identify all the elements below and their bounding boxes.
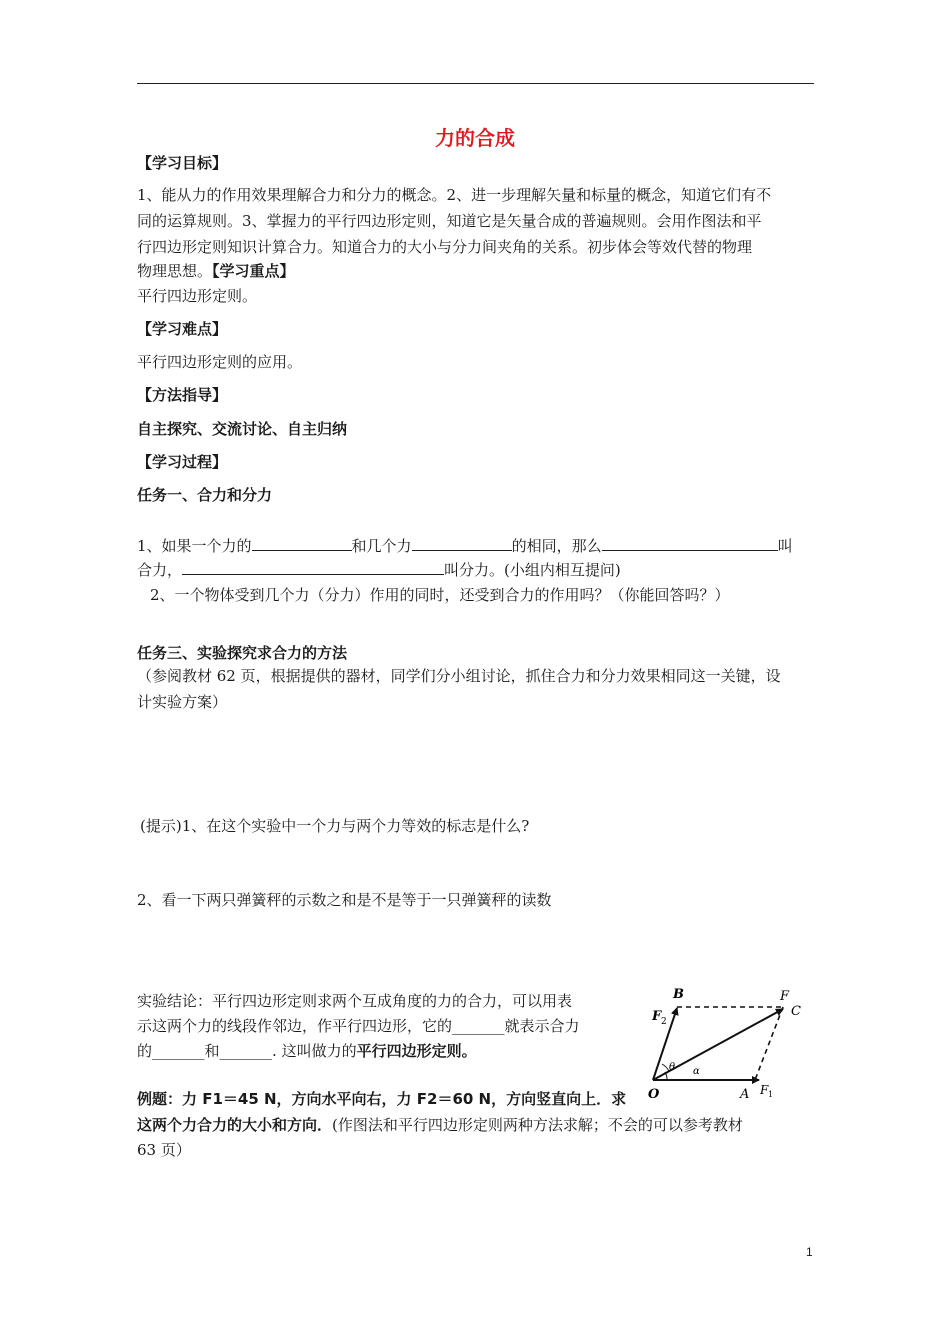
label-a: A bbox=[740, 1087, 750, 1102]
example-line-2 bbox=[137, 1112, 743, 1138]
fill-blank-2[interactable] bbox=[412, 534, 512, 551]
example-line-3: 63 页） bbox=[137, 1141, 191, 1159]
label-f: F bbox=[780, 989, 790, 1004]
example-text-normal: (作图法和平行四边形定则两种方法求解；不会的可以参考教材 bbox=[332, 1116, 743, 1134]
q1-text-c: 的相同，那么 bbox=[511, 537, 602, 555]
q1-text-a: 1、如果一个力的 bbox=[137, 537, 252, 555]
label-f2-subscript: 2 bbox=[661, 1017, 667, 1027]
fill-blank-4[interactable] bbox=[182, 558, 444, 575]
goals-line-4-text: 物理思想。 bbox=[137, 262, 213, 280]
task3-hint-1: (提示)1、在这个实验中一个力与两个力等效的标志是什么? bbox=[140, 817, 530, 835]
conclusion-blank-2[interactable]: _______ bbox=[152, 1042, 205, 1060]
heading-key: 【学习重点】 bbox=[212, 262, 295, 280]
conclusion-blank-3[interactable]: _______ bbox=[219, 1042, 273, 1060]
label-theta: θ bbox=[669, 1062, 676, 1073]
example-line-1: 例题：力 F1＝45 N，方向水平向右，力 F2＝60 N，方向竖直向上．求 bbox=[137, 1090, 627, 1108]
example-text-bold: 这两个力合力的大小和方向． bbox=[137, 1116, 333, 1134]
task1-q1-line2 bbox=[137, 557, 621, 583]
heading-process: 【学习过程】 bbox=[137, 453, 228, 471]
task1-q2: 2、一个物体受到几个力（分力）作用的同时，还受到合力的作用吗？（你能回答吗？） bbox=[150, 586, 730, 604]
key-text: 平行四边形定则。 bbox=[137, 287, 258, 305]
label-alpha: α bbox=[693, 1066, 700, 1077]
angle-theta-arc bbox=[662, 1064, 669, 1071]
page-number: 1 bbox=[806, 1245, 813, 1259]
dashed-right-side bbox=[755, 1007, 783, 1080]
task3-intro-1: （参阅教材 62 页，根据提供的器材，同学们分小组讨论，抓住合力和分力效果相同这一关键，设 bbox=[137, 667, 781, 685]
fill-blank-1[interactable] bbox=[252, 534, 352, 551]
conclusion-line-3 bbox=[137, 1038, 477, 1064]
label-o: O bbox=[648, 1087, 660, 1102]
method-text: 自主探究、交流讨论、自主归纳 bbox=[137, 420, 348, 438]
q1-text-f: 叫分力。(小组内相互提问) bbox=[444, 561, 621, 579]
parallelogram-diagram bbox=[643, 982, 823, 1102]
heading-goals: 【学习目标】 bbox=[137, 154, 228, 172]
conclusion-line-1: 实验结论：平行四边形定则求两个互成角度的力的合力，可以用表 bbox=[137, 992, 573, 1010]
header-rule bbox=[137, 83, 814, 84]
task1-q1-line1 bbox=[137, 533, 793, 559]
conclusion-rule-name: 平行四边形定则。 bbox=[356, 1042, 477, 1060]
fill-blank-3[interactable] bbox=[602, 534, 778, 551]
label-f2: F bbox=[652, 1009, 662, 1024]
label-f1-subscript: 1 bbox=[768, 1090, 774, 1099]
task3-title: 任务三、实验探究求合力的方法 bbox=[137, 644, 348, 662]
conclusion-text-3c: 和 bbox=[204, 1042, 220, 1060]
conclusion-text-2a: 示这两个力的线段作邻边，作平行四边形，它的 bbox=[137, 1017, 453, 1035]
label-b: B bbox=[673, 987, 684, 1002]
conclusion-text-3e: . 这叫做力的 bbox=[272, 1042, 357, 1060]
conclusion-text-2c: 就表示合力 bbox=[504, 1017, 580, 1035]
difficulty-text: 平行四边形定则的应用。 bbox=[137, 353, 303, 371]
goals-line-2: 同的运算规则。3、掌握力的平行四边形定则，知道它是矢量合成的普遍规则。会用作图法和平 bbox=[137, 212, 762, 230]
label-c: C bbox=[791, 1004, 801, 1019]
task1-title: 任务一、合力和分力 bbox=[137, 486, 273, 504]
task3-intro-2: 计实验方案） bbox=[137, 693, 228, 711]
label-f1: F bbox=[760, 1083, 769, 1097]
q1-text-e: 合力， bbox=[137, 561, 183, 579]
page-title: 力的合成 bbox=[435, 126, 515, 150]
conclusion-line-2 bbox=[137, 1013, 580, 1039]
goals-line-1: 1、能从力的作用效果理解合力和分力的概念。2、进一步理解矢量和标量的概念，知道它们有不 bbox=[137, 186, 772, 204]
heading-difficulty: 【学习难点】 bbox=[137, 320, 228, 338]
heading-method: 【方法指导】 bbox=[137, 386, 228, 404]
goals-line-3: 行四边形定则知识计算合力。知道合力的大小与分力间夹角的关系。初步体会等效代替的物理 bbox=[137, 238, 753, 256]
q1-text-b: 和几个力 bbox=[351, 537, 412, 555]
goals-line-4 bbox=[137, 258, 295, 284]
conclusion-text-3a: 的 bbox=[137, 1042, 153, 1060]
q1-text-d: 叫 bbox=[777, 537, 793, 555]
conclusion-blank-1[interactable]: _______ bbox=[452, 1017, 505, 1035]
task3-hint-2: 2、看一下两只弹簧秤的示数之和是不是等于一只弹簧秤的读数 bbox=[137, 891, 552, 909]
